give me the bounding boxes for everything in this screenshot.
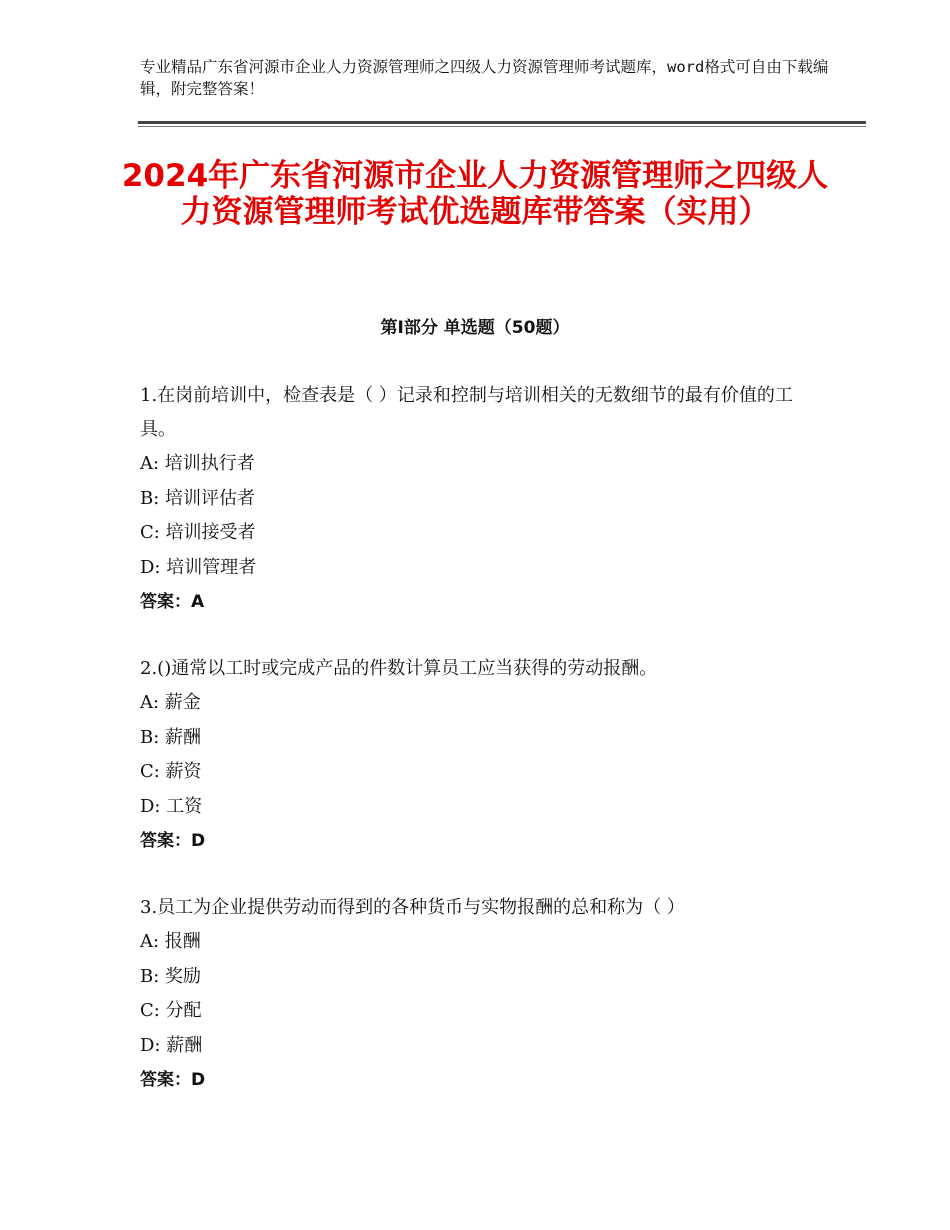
header-divider-thick xyxy=(138,121,866,124)
section-heading: 第Ⅰ部分 单选题（50题） xyxy=(380,318,570,338)
option-b: B: 培训评估者 xyxy=(140,487,256,509)
option-c: C: 培训接受者 xyxy=(140,522,256,543)
question-1 xyxy=(140,379,820,619)
question-stem: 1.在岗前培训中，检查表是（ ）记录和控制与培训相关的无数细节的最有价值的工具。 xyxy=(140,385,793,440)
option-b: B: 薪酬 xyxy=(140,726,202,748)
header-divider-thin xyxy=(138,126,866,127)
option-a: A: 报酬 xyxy=(140,931,201,952)
option-a: A: 培训执行者 xyxy=(140,453,255,474)
answer-label: 答案：A xyxy=(140,592,205,612)
answer-label: 答案：D xyxy=(140,831,206,851)
option-d: D: 培训管理者 xyxy=(140,556,257,578)
question-2 xyxy=(140,652,820,858)
question-stem: 2.()通常以工时或完成产品的件数计算员工应当获得的劳动报酬。 xyxy=(140,658,658,679)
question-3 xyxy=(140,891,820,1097)
option-a: A: 薪金 xyxy=(140,692,201,713)
header-note: 专业精品广东省河源市企业人力资源管理师之四级人力资源管理师考试题库，word格式可自由下载编辑，附完整答案！ xyxy=(140,58,829,98)
option-c: C: 分配 xyxy=(140,1000,202,1021)
question-stem: 3.员工为企业提供劳动而得到的各种货币与实物报酬的总和称为（ ） xyxy=(140,897,685,918)
document-title: 2024年广东省河源市企业人力资源管理师之四级人力资源管理师考试优选题库带答案（实用） xyxy=(121,158,829,230)
option-d: D: 薪酬 xyxy=(140,1034,203,1056)
option-d: D: 工资 xyxy=(140,795,203,817)
option-c: C: 薪资 xyxy=(140,761,202,782)
option-b: B: 奖励 xyxy=(140,965,202,987)
answer-label: 答案：D xyxy=(140,1070,206,1090)
